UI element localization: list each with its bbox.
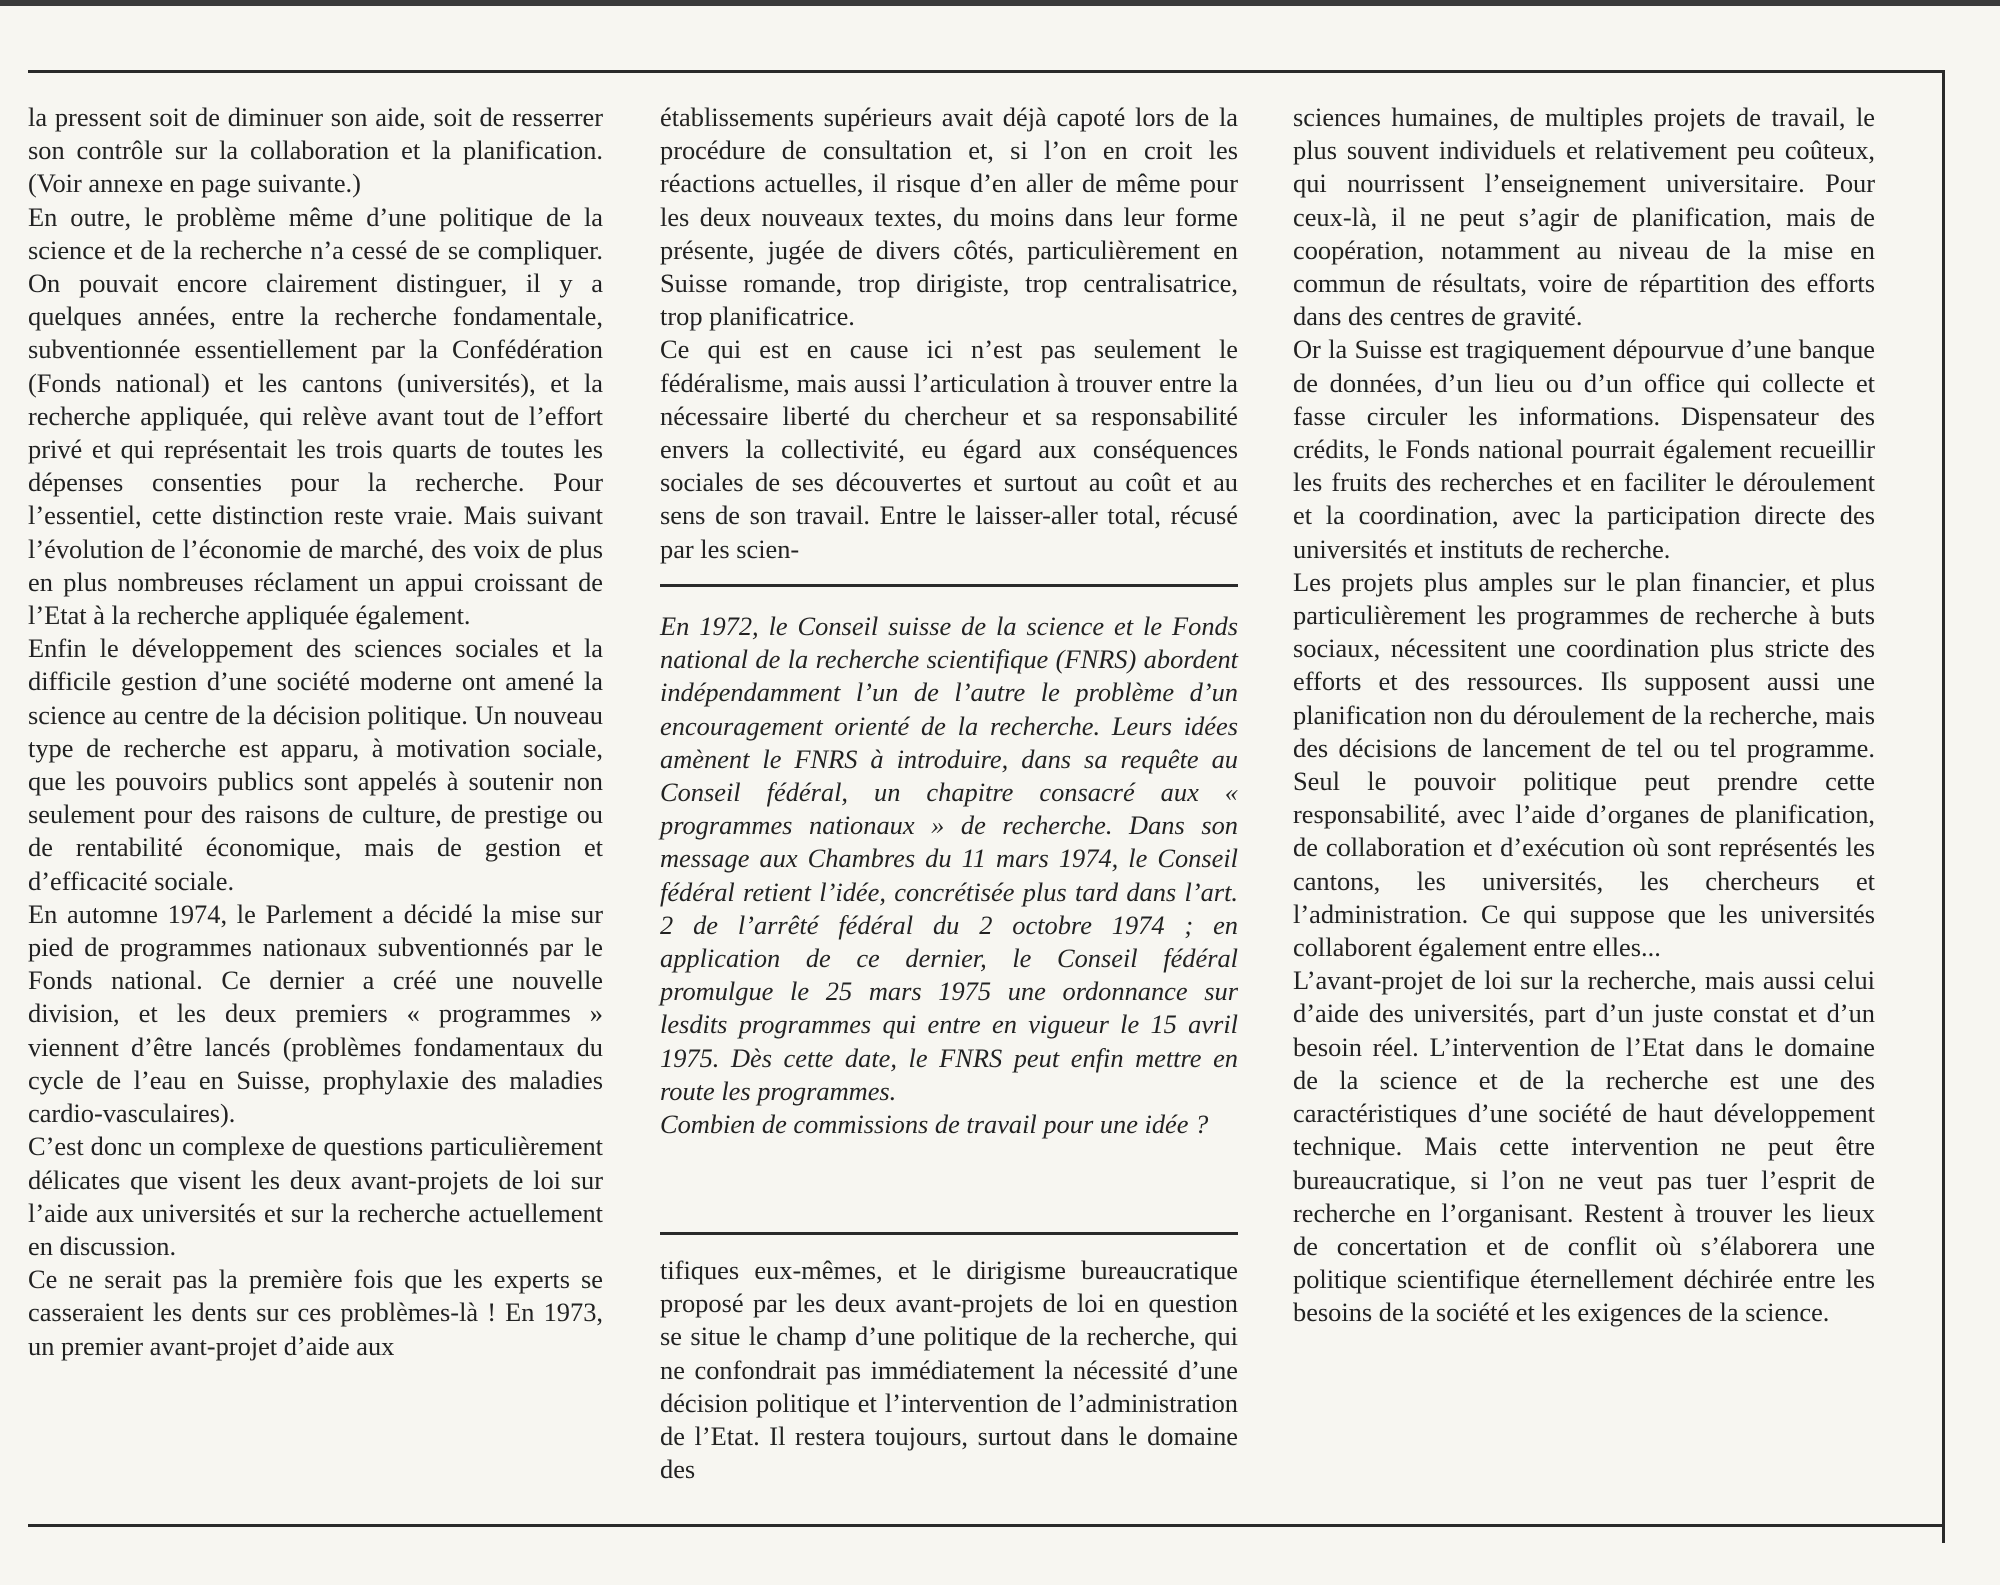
paragraph: L’avant-projet de loi sur la recherche, mais aussi celui d’aide des universités, part d’un juste constat et d’un besoin réel. L’intervention de l’Etat dans le domaine de la science et de la recherche est une des caractéristiques d’une société de haut développement technique. Mais cette intervention ne peut être bureaucratique, si l’on ne veut pas tuer l’esprit de recherche en l’organisant. Restent à trouver les lieux de concertation et de conflit où s’élaborera une politique scientifique éternellement déchirée entre les besoins de la société et les exigences de la science. <box>1293 965 1875 1328</box>
bottom-border-rule <box>28 1524 1945 1527</box>
text-column-2-top <box>660 101 1238 566</box>
paragraph: la pressent soit de diminuer son aide, soit de resserrer son contrôle sur la collaboration et la planification. (Voir annexe en page suivante.) <box>28 102 603 199</box>
paragraph: Ce ne serait pas la première fois que les experts se casseraient les dents sur ces problèmes-là ! En 1973, un premier avant-projet d’aide aux <box>28 1264 603 1361</box>
paragraph: Enfin le développement des sciences sociales et la difficile gestion d’une société moderne ont amené la science au centre de la décision politique. Un nouveau type de recherche est apparu, à motivation sociale, que les pouvoirs publics sont appelés à soutenir non seulement pour des raisons de culture, de prestige ou de rentabilité économique, mais de gestion et d’efficacité sociale. <box>28 633 603 896</box>
text-column-3 <box>1293 101 1875 1330</box>
box-paragraph: Combien de commissions de travail pour une idée ? <box>660 1109 1209 1140</box>
box-paragraph: En 1972, le Conseil suisse de la science et le Fonds national de la recherche scientifique (FNRS) abordent indépendamment l’un de l’autre le problème d’un encouragement orienté de la recherche. Leurs idées amènent le FNRS à introduire, dans sa requête au Conseil fédéral, un chapitre consacré aux « programmes nationaux » de recherche. Dans son message aux Chambres du 11 mars 1974, le Conseil fédéral retient l’idée, concrétisée plus tard dans l’art. 2 de l’arrêté fédéral du 2 octobre 1974 ; en application de ce dernier, le Conseil fédéral promulgue le 25 mars 1975 une ordonnance sur lesdits programmes qui entre en vigueur le 15 avril 1975. Dès cette date, le FNRS peut enfin mettre en route les programmes. <box>660 611 1238 1106</box>
paragraph: Les projets plus amples sur le plan financier, et plus particulièrement les programmes de recherche à buts sociaux, nécessitent une coordination plus stricte des efforts et des ressources. Ils supposent aussi une planification non du déroulement de la recherche, mais des décisions de lancement de tel ou tel programme. Seul le pouvoir politique peut prendre cette responsabilité, avec l’aide d’organes de planification, de collaboration et d’exécution où sont représentés les cantons, les universités, les chercheurs et l’administration. Ce qui suppose que les universités collaborent également entre elles... <box>1293 566 1875 963</box>
text-column-1 <box>28 101 603 1363</box>
paragraph: En automne 1974, le Parlement a décidé la mise sur pied de programmes nationaux subventionnés par le Fonds national. Ce dernier a créé une nouvelle division, et les deux premiers « programmes » viennent d’être lancés (problèmes fondamentaux du cycle de l’eau en Suisse, prophylaxie des maladies cardio-vasculaires). <box>28 898 603 1129</box>
top-border-rule <box>0 0 2000 6</box>
paragraph: C’est donc un complexe de questions particulièrement délicates que visent les deux avant-projets de loi sur l’aide aux universités et sur la recherche actuellement en discussion. <box>28 1131 603 1261</box>
box-bottom-rule <box>660 1232 1238 1235</box>
paragraph: Ce qui est en cause ici n’est pas seulement le fédéralisme, mais aussi l’articulation à trouver entre la nécessaire liberté du chercheur et sa responsabilité envers la collectivité, eu égard aux conséquences sociales de ses découvertes et surtout au coût et au sens de son travail. Entre le laisser-aller total, récusé par les scien- <box>660 334 1238 564</box>
paragraph: établissements supérieurs avait déjà capoté lors de la procédure de consultation et, si l’on en croit les réactions actuelles, il risque d’en aller de même pour les deux nouveaux textes, du moins dans leur forme présente, jugée de divers côtés, particulièrement en Suisse romande, trop dirigiste, trop centralisatrice, trop planificatrice. <box>660 102 1238 332</box>
text-column-2-bottom <box>660 1254 1238 1486</box>
paragraph: Or la Suisse est tragiquement dépourvue d’une banque de données, d’un lieu ou d’un office qui collecte et fasse circuler les informations. Dispensateur des crédits, le Fonds national pourrait également recueillir les fruits des recherches et en faciliter le déroulement et la coordination, avec la participation directe des universités et instituts de recherche. <box>1293 334 1875 564</box>
paragraph: En outre, le problème même d’une politique de la science et de la recherche n’a cessé de se compliquer. On pouvait encore clairement distinguer, il y a quelques années, entre la recherche fondamentale, subventionnée essentiellement par la Confédération (Fonds national) et les cantons (universités), et la recherche appliquée, qui relève avant tout de l’effort privé et qui représentait les trois quarts de toutes les dépenses consenties pour la recherche. Pour l’essentiel, cette distinction reste vraie. Mais suivant l’évolution de l’économie de marché, des voix de plus en plus nombreuses réclament un appui croissant de l’Etat à la recherche appliquée également. <box>28 201 603 631</box>
box-top-rule <box>660 584 1238 587</box>
sidebar-box-italic <box>660 610 1238 1141</box>
paragraph: sciences humaines, de multiples projets de travail, le plus souvent individuels et relativement peu coûteux, qui nourrissent l’enseignement universitaire. Pour ceux-là, il ne peut s’agir de planification, mais de coopération, notamment au niveau de la mise en commun de résultats, voire de répartition des efforts dans des centres de gravité. <box>1293 102 1875 332</box>
paragraph: tifiques eux-mêmes, et le dirigisme bureaucratique proposé par les deux avant-projets de loi en question se situe le champ d’une politique de la recherche, qui ne confondrait pas immédiatement la nécessité d’une décision politique et l’intervention de l’administration de l’Etat. Il restera toujours, surtout dans le domaine des <box>660 1255 1238 1485</box>
